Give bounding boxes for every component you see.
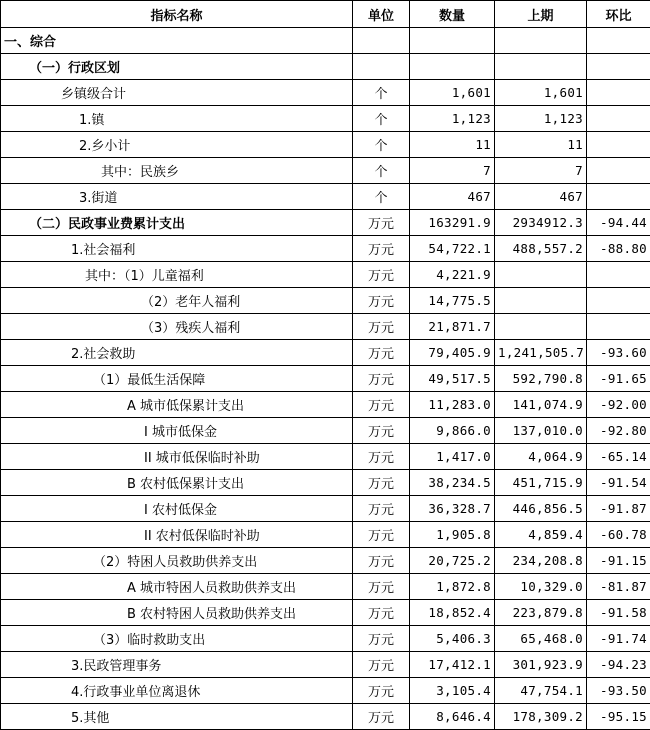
table-row: [1, 262, 650, 288]
indicator-name-cell: 5.其他: [1, 704, 353, 730]
previous-cell: 11: [495, 132, 587, 158]
table-row: [1, 496, 650, 522]
previous-cell: 4,859.4: [495, 522, 587, 548]
indicator-name-cell: II 城市低保临时补助: [1, 444, 353, 470]
indicator-name-cell: （二）民政事业费累计支出: [1, 210, 353, 236]
table-row: [1, 704, 650, 730]
previous-cell: [495, 54, 587, 80]
table-row: [1, 444, 650, 470]
unit-cell: [353, 54, 410, 80]
table-row: [1, 652, 650, 678]
unit-cell: 万元: [353, 522, 410, 548]
unit-cell: 万元: [353, 236, 410, 262]
quantity-cell: 11,283.0: [410, 392, 495, 418]
quantity-cell: 38,234.5: [410, 470, 495, 496]
quantity-cell: 4,221.9: [410, 262, 495, 288]
unit-cell: 万元: [353, 600, 410, 626]
ratio-cell: -60.78: [587, 522, 650, 548]
table-row: [1, 522, 650, 548]
quantity-cell: 9,866.0: [410, 418, 495, 444]
unit-cell: 万元: [353, 444, 410, 470]
ratio-cell: [587, 54, 650, 80]
ratio-cell: -92.00: [587, 392, 650, 418]
ratio-cell: -91.54: [587, 470, 650, 496]
table-row: [1, 106, 650, 132]
ratio-cell: -93.50: [587, 678, 650, 704]
indicator-name-cell: I 农村低保金: [1, 496, 353, 522]
header-previous: 上期: [495, 1, 587, 28]
unit-cell: 万元: [353, 652, 410, 678]
quantity-cell: 79,405.9: [410, 340, 495, 366]
indicator-name-cell: 2.社会救助: [1, 340, 353, 366]
indicator-name-cell: （一）行政区划: [1, 54, 353, 80]
table-row: [1, 288, 650, 314]
previous-cell: [495, 28, 587, 54]
indicator-name-cell: 其中：（1）儿童福利: [1, 262, 353, 288]
unit-cell: 万元: [353, 366, 410, 392]
indicator-name-cell: 4.行政事业单位离退休: [1, 678, 353, 704]
quantity-cell: 18,852.4: [410, 600, 495, 626]
unit-cell: 万元: [353, 626, 410, 652]
header-quantity: 数量: [410, 1, 495, 28]
indicator-name-cell: B 农村特困人员救助供养支出: [1, 600, 353, 626]
table-row: [1, 28, 650, 54]
table-row: [1, 340, 650, 366]
ratio-cell: -92.80: [587, 418, 650, 444]
quantity-cell: 8,646.4: [410, 704, 495, 730]
ratio-cell: -91.58: [587, 600, 650, 626]
ratio-cell: -94.23: [587, 652, 650, 678]
ratio-cell: [587, 132, 650, 158]
table-row: [1, 54, 650, 80]
quantity-cell: 5,406.3: [410, 626, 495, 652]
previous-cell: 4,064.9: [495, 444, 587, 470]
previous-cell: 2934912.3: [495, 210, 587, 236]
ratio-cell: -95.15: [587, 704, 650, 730]
quantity-cell: 11: [410, 132, 495, 158]
indicator-name-cell: A 城市低保累计支出: [1, 392, 353, 418]
table-header-row: [1, 1, 650, 28]
indicator-name-cell: 其中：民族乡: [1, 158, 353, 184]
unit-cell: 万元: [353, 262, 410, 288]
unit-cell: 万元: [353, 496, 410, 522]
unit-cell: 万元: [353, 340, 410, 366]
previous-cell: 301,923.9: [495, 652, 587, 678]
previous-cell: 7: [495, 158, 587, 184]
unit-cell: 万元: [353, 470, 410, 496]
previous-cell: 137,010.0: [495, 418, 587, 444]
previous-cell: 467: [495, 184, 587, 210]
previous-cell: 1,241,505.7: [495, 340, 587, 366]
header-unit: 单位: [353, 1, 410, 28]
unit-cell: 个: [353, 80, 410, 106]
indicator-name-cell: （1）最低生活保障: [1, 366, 353, 392]
ratio-cell: [587, 28, 650, 54]
indicator-name-cell: 3.民政管理事务: [1, 652, 353, 678]
previous-cell: 178,309.2: [495, 704, 587, 730]
ratio-cell: [587, 288, 650, 314]
previous-cell: 65,468.0: [495, 626, 587, 652]
table-row: [1, 470, 650, 496]
table-body: [1, 28, 650, 730]
table-row: [1, 392, 650, 418]
ratio-cell: [587, 158, 650, 184]
quantity-cell: 1,417.0: [410, 444, 495, 470]
quantity-cell: [410, 54, 495, 80]
indicator-name-cell: 1.社会福利: [1, 236, 353, 262]
indicator-name-cell: 1.镇: [1, 106, 353, 132]
unit-cell: 万元: [353, 392, 410, 418]
table-row: [1, 678, 650, 704]
table-row: [1, 210, 650, 236]
ratio-cell: -91.15: [587, 548, 650, 574]
quantity-cell: 1,123: [410, 106, 495, 132]
table-row: [1, 600, 650, 626]
indicator-name-cell: I 城市低保金: [1, 418, 353, 444]
unit-cell: 个: [353, 106, 410, 132]
unit-cell: [353, 28, 410, 54]
table-row: [1, 314, 650, 340]
header-ratio: 环比: [587, 1, 650, 28]
previous-cell: 223,879.8: [495, 600, 587, 626]
unit-cell: 万元: [353, 704, 410, 730]
quantity-cell: 20,725.2: [410, 548, 495, 574]
ratio-cell: [587, 80, 650, 106]
indicator-name-cell: A 城市特困人员救助供养支出: [1, 574, 353, 600]
table-row: [1, 236, 650, 262]
unit-cell: 万元: [353, 574, 410, 600]
table-row: [1, 80, 650, 106]
ratio-cell: -65.14: [587, 444, 650, 470]
previous-cell: 234,208.8: [495, 548, 587, 574]
unit-cell: 万元: [353, 210, 410, 236]
table-row: [1, 132, 650, 158]
quantity-cell: 21,871.7: [410, 314, 495, 340]
quantity-cell: 467: [410, 184, 495, 210]
ratio-cell: [587, 262, 650, 288]
indicator-name-cell: 2.乡小计: [1, 132, 353, 158]
indicator-name-cell: （2）特困人员救助供养支出: [1, 548, 353, 574]
previous-cell: [495, 288, 587, 314]
previous-cell: 451,715.9: [495, 470, 587, 496]
ratio-cell: -91.65: [587, 366, 650, 392]
previous-cell: 47,754.1: [495, 678, 587, 704]
header-name: 指标名称: [1, 1, 353, 28]
previous-cell: [495, 314, 587, 340]
table-row: [1, 366, 650, 392]
previous-cell: 1,123: [495, 106, 587, 132]
previous-cell: 592,790.8: [495, 366, 587, 392]
previous-cell: 488,557.2: [495, 236, 587, 262]
indicator-name-cell: （3）残疾人福利: [1, 314, 353, 340]
quantity-cell: 1,601: [410, 80, 495, 106]
quantity-cell: 1,872.8: [410, 574, 495, 600]
previous-cell: 10,329.0: [495, 574, 587, 600]
table-row: [1, 548, 650, 574]
ratio-cell: [587, 314, 650, 340]
quantity-cell: [410, 28, 495, 54]
quantity-cell: 7: [410, 158, 495, 184]
ratio-cell: [587, 106, 650, 132]
table-row: [1, 184, 650, 210]
unit-cell: 万元: [353, 548, 410, 574]
table-row: [1, 626, 650, 652]
ratio-cell: -91.74: [587, 626, 650, 652]
table-row: [1, 418, 650, 444]
previous-cell: 446,856.5: [495, 496, 587, 522]
previous-cell: [495, 262, 587, 288]
previous-cell: 1,601: [495, 80, 587, 106]
quantity-cell: 17,412.1: [410, 652, 495, 678]
quantity-cell: 14,775.5: [410, 288, 495, 314]
unit-cell: 个: [353, 158, 410, 184]
ratio-cell: -94.44: [587, 210, 650, 236]
indicator-name-cell: II 农村低保临时补助: [1, 522, 353, 548]
unit-cell: 万元: [353, 678, 410, 704]
quantity-cell: 3,105.4: [410, 678, 495, 704]
quantity-cell: 36,328.7: [410, 496, 495, 522]
indicator-name-cell: B 农村低保累计支出: [1, 470, 353, 496]
ratio-cell: -88.80: [587, 236, 650, 262]
unit-cell: 万元: [353, 418, 410, 444]
indicator-name-cell: （2）老年人福利: [1, 288, 353, 314]
ratio-cell: -93.60: [587, 340, 650, 366]
indicator-name-cell: （3）临时救助支出: [1, 626, 353, 652]
unit-cell: 万元: [353, 288, 410, 314]
indicator-name-cell: 一、综合: [1, 28, 353, 54]
unit-cell: 个: [353, 132, 410, 158]
table-row: [1, 158, 650, 184]
indicator-name-cell: 乡镇级合计: [1, 80, 353, 106]
unit-cell: 个: [353, 184, 410, 210]
quantity-cell: 49,517.5: [410, 366, 495, 392]
unit-cell: 万元: [353, 314, 410, 340]
table-row: [1, 574, 650, 600]
quantity-cell: 1,905.8: [410, 522, 495, 548]
ratio-cell: -91.87: [587, 496, 650, 522]
indicator-name-cell: 3.街道: [1, 184, 353, 210]
quantity-cell: 54,722.1: [410, 236, 495, 262]
quantity-cell: 163291.9: [410, 210, 495, 236]
previous-cell: 141,074.9: [495, 392, 587, 418]
ratio-cell: [587, 184, 650, 210]
ratio-cell: -81.87: [587, 574, 650, 600]
